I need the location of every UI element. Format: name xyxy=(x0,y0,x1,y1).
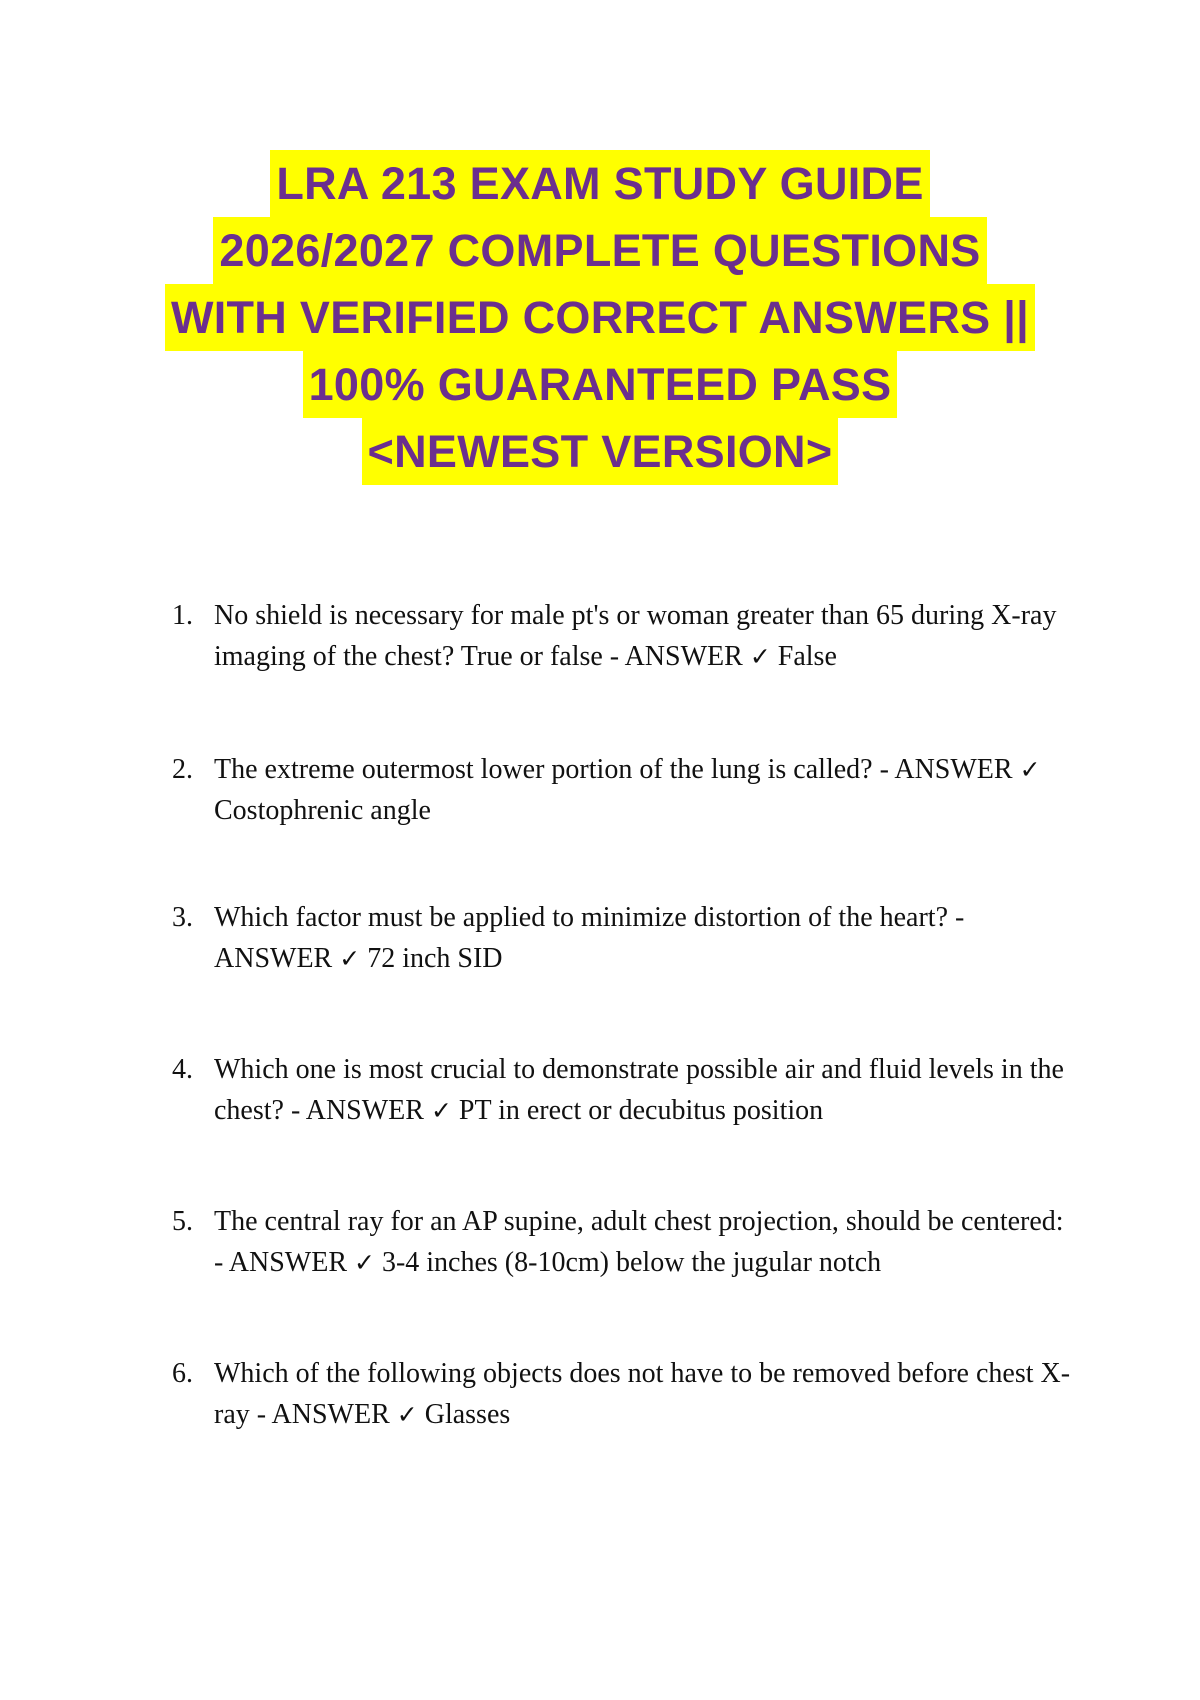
question-number: 1. xyxy=(172,600,193,631)
question-item-1 xyxy=(172,595,1074,672)
question-number: 4. xyxy=(172,1054,193,1085)
question-text-line-2: - ANSWER ✓ 3-4 inches (8-10cm) below the jugular notch xyxy=(214,1247,882,1278)
question-text-line-2: chest? - ANSWER ✓ PT in erect or decubitus position xyxy=(214,1095,824,1126)
title-line-3: WITH VERIFIED CORRECT ANSWERS || xyxy=(165,284,1035,351)
question-item-2 xyxy=(172,749,1074,826)
title-line-1: LRA 213 EXAM STUDY GUIDE xyxy=(270,150,929,217)
answer-text: 3-4 inches (8-10cm) below the jugular notch xyxy=(381,1247,882,1278)
checkmark-icon: ✓ xyxy=(430,1096,452,1125)
checkmark-icon: ✓ xyxy=(396,1400,418,1429)
question-text-line-2: imaging of the chest? True or false - ANSWER ✓ False xyxy=(214,641,837,672)
checkmark-icon: ✓ xyxy=(749,642,771,671)
question-number: 3. xyxy=(172,902,193,933)
question-number: 6. xyxy=(172,1358,193,1389)
question-item-6 xyxy=(172,1353,1074,1430)
answer-text: Glasses xyxy=(424,1399,511,1430)
answer-text: 72 inch SID xyxy=(367,943,503,974)
question-text-line-1: No shield is necessary for male pt's or woman greater than 65 during X-ray xyxy=(214,600,1057,631)
question-number: 5. xyxy=(172,1206,193,1237)
checkmark-icon: ✓ xyxy=(339,944,361,973)
question-text-line-1: Which of the following objects does not have to be removed before chest X- xyxy=(214,1358,1071,1389)
answer-text: Costophrenic angle xyxy=(214,795,431,826)
question-text-line-1: Which one is most crucial to demonstrate possible air and fluid levels in the xyxy=(214,1054,1064,1085)
question-number: 2. xyxy=(172,754,193,785)
question-text-line-1: The extreme outermost lower portion of the lung is called? - ANSWER ✓ xyxy=(214,754,1041,785)
question-text-line-1: Which factor must be applied to minimize distortion of the heart? - xyxy=(214,902,965,933)
answer-text: PT in erect or decubitus position xyxy=(458,1095,824,1126)
question-text-line-2: ANSWER ✓ 72 inch SID xyxy=(214,943,503,974)
title-line-4: 100% GUARANTEED PASS xyxy=(303,351,898,418)
checkmark-icon: ✓ xyxy=(354,1248,375,1277)
checkmark-icon: ✓ xyxy=(1019,755,1041,784)
question-item-3 xyxy=(172,897,1074,974)
document-title xyxy=(100,150,1100,485)
answer-text: False xyxy=(777,641,837,672)
question-text-line-2: ray - ANSWER ✓ Glasses xyxy=(214,1399,511,1430)
question-item-5 xyxy=(172,1201,1074,1278)
title-line-2: 2026/2027 COMPLETE QUESTIONS xyxy=(213,217,986,284)
title-line-5: <NEWEST VERSION> xyxy=(362,418,839,485)
question-text-line-1: The central ray for an AP supine, adult chest projection, should be centered: xyxy=(214,1206,1064,1237)
question-item-4 xyxy=(172,1049,1074,1126)
